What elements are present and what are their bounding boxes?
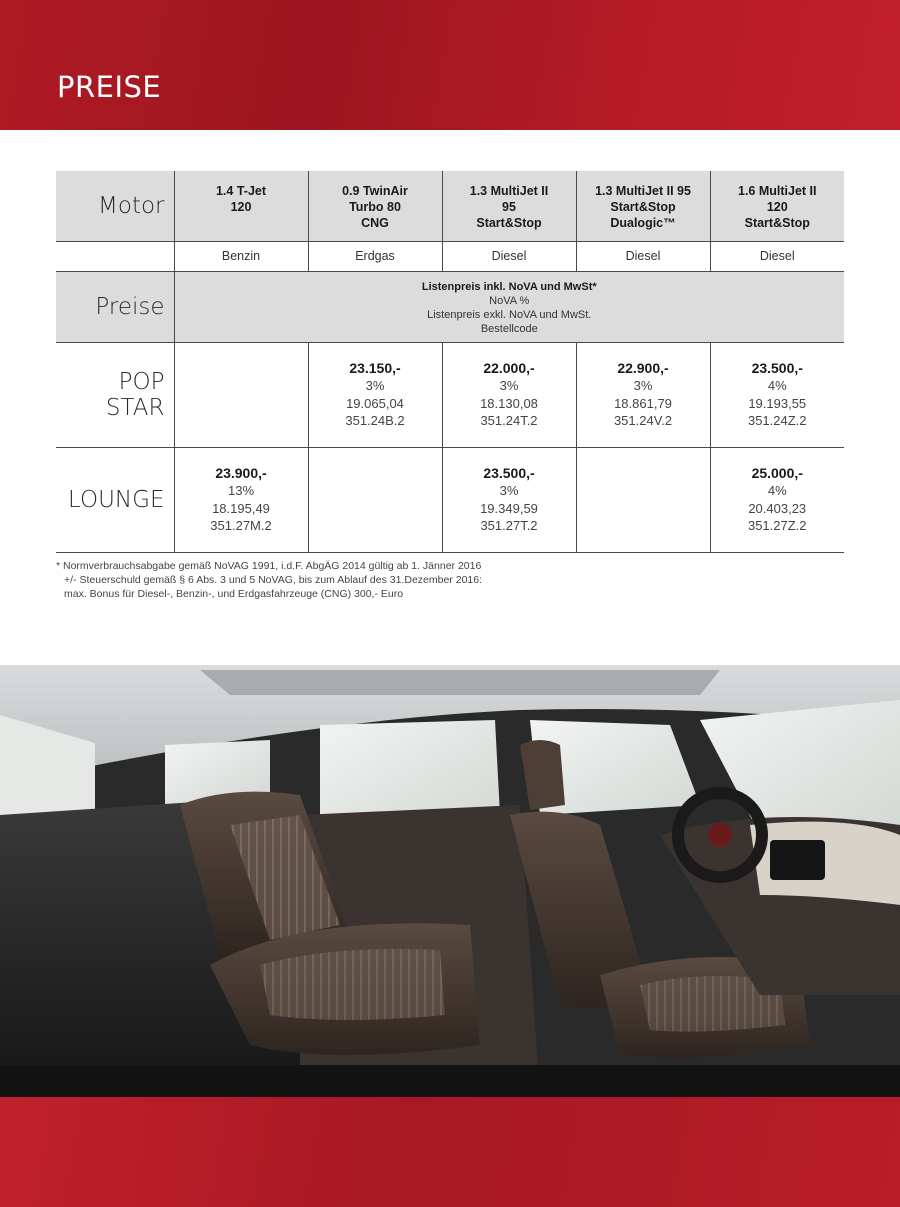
engine-header: 1.6 MultiJet II 120 Start&Stop (710, 171, 844, 241)
price-cell: 23.150,- 3% 19.065,04 351.24B.2 (308, 342, 442, 447)
price-table (56, 171, 844, 553)
fuel-type: Benzin (174, 241, 308, 271)
fuel-type: Erdgas (308, 241, 442, 271)
price-cell: 23.500,- 3% 19.349,59 351.27T.2 (442, 447, 576, 552)
engine-header: 1.3 MultiJet II 95 Start&Stop (442, 171, 576, 241)
car-interior-photo (0, 665, 900, 1097)
price-cell: 23.900,- 13% 18.195,49 351.27M.2 (174, 447, 308, 552)
row-label-motor: Motor (56, 171, 174, 241)
price-cell-empty (576, 447, 710, 552)
footer-band (0, 1097, 900, 1207)
price-cell: 25.000,- 4% 20.403,23 351.27Z.2 (710, 447, 844, 552)
fuel-type: Diesel (442, 241, 576, 271)
engine-header: 1.3 MultiJet II 95 Start&Stop Dualogic™ (576, 171, 710, 241)
footnote-line: +/- Steuerschuld gemäß § 6 Abs. 3 und 5 NoVAG, bis zum Ablauf des 31.Dezember 2016: (64, 574, 483, 586)
price-cell: 22.900,- 3% 18.861,79 351.24V.2 (576, 342, 710, 447)
fuel-type: Diesel (710, 241, 844, 271)
fuel-row-label (56, 241, 174, 271)
page-title: PREISE (57, 70, 162, 104)
footnote (56, 559, 576, 601)
footnote-line: max. Bonus für Diesel-, Benzin-, und Erdgasfahrzeuge (CNG) 300,- Euro (64, 588, 404, 600)
footnote-line: * Normverbrauchsabgabe gemäß NoVAG 1991, i.d.F. AbgÄG 2014 gültig ab 1. Jänner 2016 (56, 560, 482, 572)
price-cell-empty (174, 342, 308, 447)
header-band (0, 0, 900, 130)
price-cell: 22.000,- 3% 18.130,08 351.24T.2 (442, 342, 576, 447)
price-legend: Listenpreis inkl. NoVA und MwSt* NoVA % Listenpreis exkl. NoVA und MwSt. Bestellcode (174, 271, 844, 342)
row-label-lounge: LOUNGE (56, 447, 174, 552)
fuel-type: Diesel (576, 241, 710, 271)
car-interior-illustration (0, 665, 900, 1097)
price-cell-empty (308, 447, 442, 552)
engine-header: 0.9 TwinAir Turbo 80 CNG (308, 171, 442, 241)
row-label-preise: Preise (56, 271, 174, 342)
row-label-pop-star: POP STAR (56, 342, 174, 447)
engine-header: 1.4 T-Jet 120 (174, 171, 308, 241)
price-cell: 23.500,- 4% 19.193,55 351.24Z.2 (710, 342, 844, 447)
